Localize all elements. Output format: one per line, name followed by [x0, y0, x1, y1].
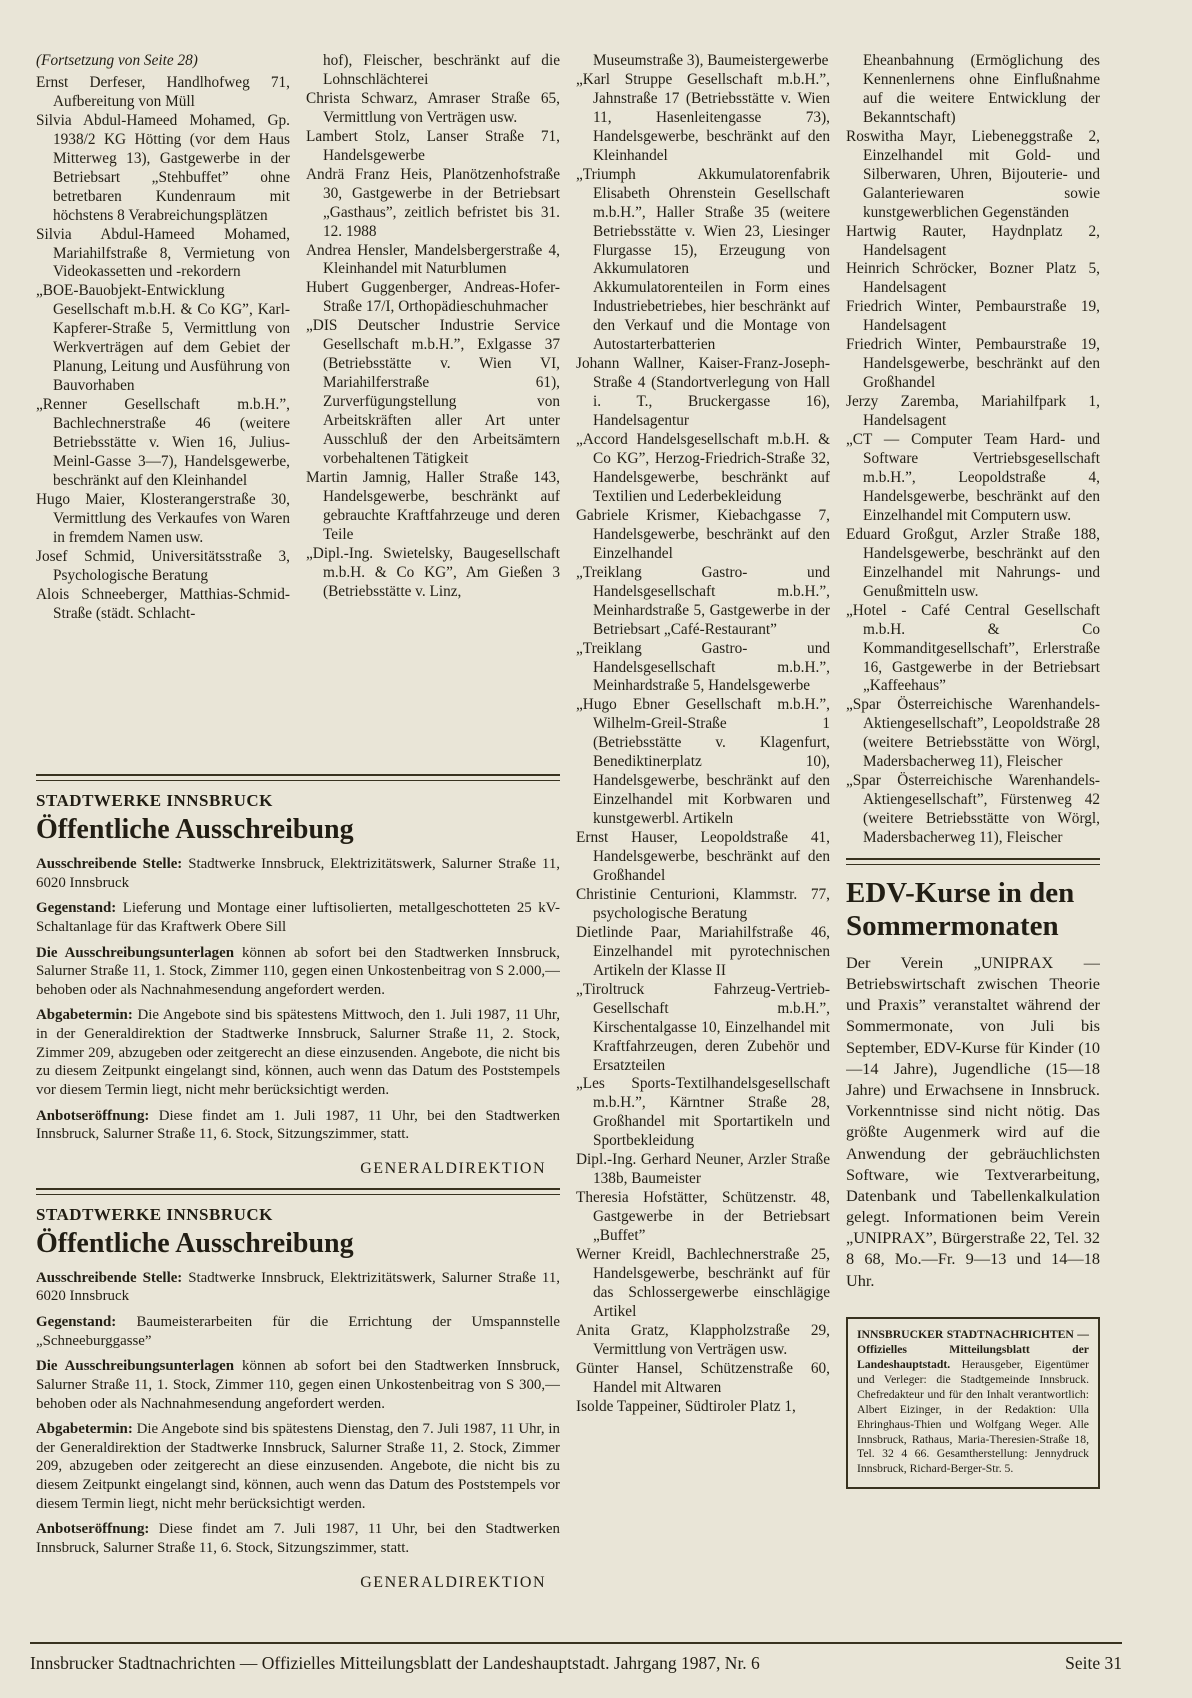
imprint-text: Herausgeber, Eigentümer und Verleger: die Stadtgemeinde Innsbruck. Chefredakteur und für den Inhalt verantwortlich: Albert Eizinger, in der Redaktion: Ulla Ehringhaus-Thien und Wolfgang Weger. Alle Innsbruck, Rathaus, Maria-Theresien-Straße 18, Tel. 32 4 66. Gesamtherstellung: Jennydruck Innsbruck, Richard-Berger-Str. 5. [857, 1357, 1089, 1476]
directory-entry: Lambert Stolz, Lanser Straße 71, Handelsgewerbe [306, 127, 560, 164]
column-4 [846, 52, 1100, 1618]
tender-signoff: GENERALDIREKTION [360, 1159, 546, 1177]
directory-entry: Alois Schneeberger, Matthias-Schmid-Straße (städt. Schlacht- [36, 585, 290, 622]
directory-column-4 [846, 52, 1100, 848]
directory-entry: Museumstraße 3), Baumeistergewerbe [593, 52, 829, 69]
directory-entry: Christa Schwarz, Amraser Straße 65, Vermittlung von Verträgen usw. [306, 89, 560, 126]
tender-title: Öffentliche Ausschreibung [36, 814, 354, 845]
tender-paragraph: Abgabetermin: Die Angebote sind bis spätestens Mittwoch, den 1. Juli 1987, 11 Uhr, in der Generaldirektion der Stadtwerke Innsbruck, Salurner Straße 11, 2. Stock, Zimmer 209, abzugeben oder zeitgerecht an diese einzusenden. Angebote, die nicht bis zu diesem Zeitpunkt eingelangt sind, können, auch wenn das Datum des Poststempels vor diesem Termin liegt, nicht mehr berücksichtigt werden. [36, 1007, 560, 1098]
tender-paragraph-lead: Anbotseröffnung: [36, 1521, 150, 1538]
directory-entry: Anita Gratz, Klappholzstraße 29, Vermittlung von Verträgen usw. [576, 1321, 830, 1358]
tender-paragraph: Die Ausschreibungsunterlagen können ab sofort bei den Stadtwerken Innsbruck, Salurner Straße 11, 1. Stock, Zimmer 110, gegen einen Unkostenbeitrag von S 300,— behoben oder als Nachnahmesendung angefordert werden. [36, 1358, 560, 1412]
directory-entry: „Accord Handelsgesellschaft m.b.H. & Co KG”, Herzog-Friedrich-Straße 32, Handelsgewerbe, beschränkt auf Textilien und Lederbekleidung [576, 431, 830, 505]
directory-entry: Werner Kreidl, Bachlechnerstraße 25, Handelsgewerbe, beschränkt auf für das Schlossergewerbe einschlägige Artikel [576, 1246, 830, 1320]
tender-paragraph-lead: Die Ausschreibungsunterlagen [36, 1358, 235, 1375]
tender-paragraph-lead: Die Ausschreibungsunterlagen [36, 944, 235, 961]
directory-column-2 [306, 52, 560, 764]
directory-entry: Eheanbahnung (Ermöglichung des Kennenlernens ohne Einflußnahme auf die weitere Entwicklung der Bekanntschaft) [863, 52, 1100, 126]
directory-entry: Andrä Franz Heis, Planötzenhofstraße 30, Gastgewerbe in der Betriebsart „Gasthaus”, zeitlich befristet bis 31. 12. 1988 [306, 165, 560, 240]
directory-entry: Friedrich Winter, Pembaurstraße 19, Handelsagent [846, 298, 1100, 335]
directory-entry: Gabriele Krismer, Kiebachgasse 7, Handelsgewerbe, beschränkt auf den Einzelhandel [576, 506, 830, 562]
tender-paragraph: Anbotseröffnung: Diese findet am 1. Juli 1987, 11 Uhr, bei den Stadtwerken Innsbruck, Salurner Straße 11, 6. Stock, Sitzungszimmer, statt. [36, 1107, 560, 1143]
edv-article [846, 877, 1100, 1291]
directory-entry: Günter Hansel, Schützenstraße 60, Handel mit Altwaren [576, 1359, 830, 1396]
directory-entry: „Les Sports-Textilhandelsgesellschaft m.b.H.”, Kärntner Straße 28, Großhandel mit Sportartikeln und Sportbekleidung [576, 1075, 830, 1150]
directory-entry: „Dipl.-Ing. Swietelsky, Baugesellschaft m.b.H. & Co KG”, Am Gießen 3 (Betriebsstätte v. Linz, [306, 544, 560, 600]
tender-eyebrow: STADTWERKE INNSBRUCK [36, 1204, 273, 1224]
tender-paragraph-lead: Abgabetermin: [36, 1421, 133, 1438]
directory-entry: „CT — Computer Team Hard- und Software Vertriebsgesellschaft m.b.H.”, Leopoldstraße 4, Handelsgewerbe, beschränkt auf den Einzelhandel mit Computern usw. [846, 431, 1100, 524]
tender-paragraph: Die Ausschreibungsunterlagen können ab sofort bei den Stadtwerken Innsbruck, Salurner Straße 11, 1. Stock, Zimmer 110, gegen einen Unkostenbeitrag von S 2.000,— behoben oder als Nachnahmesendung angefordert werden. [36, 944, 560, 998]
directory-entry: Theresia Hofstätter, Schützenstr. 48, Gastgewerbe in der Betriebsart „Buffet” [576, 1189, 830, 1245]
directory-entry: „BOE-Bauobjekt-Entwicklung Gesellschaft m.b.H. & Co KG”, Karl-Kapferer-Straße 5, Vermittlung von Werkverträgen auf dem Gebiet der Planung, Leitung und Ausführung von Bauvorhaben [36, 282, 290, 395]
page-footer [30, 1642, 1122, 1674]
directory-entry: Andrea Hensler, Mandelsbergerstraße 4, Kleinhandel mit Naturblumen [306, 241, 560, 278]
footer-publication-line: Innsbrucker Stadtnachrichten — Offizielles Mitteilungsblatt der Landeshauptstadt. Jahrgang 1987, Nr. 6 [30, 1653, 760, 1673]
directory-entry: Roswitha Mayr, Liebeneggstraße 2, Einzelhandel mit Gold- und Silberwaren, Uhren, Bijouterie- und Galanteriewaren sowie kunstgewerblichen Gegenständen [846, 127, 1100, 221]
tender-paragraph-lead: Gegenstand: [36, 900, 117, 917]
tender-paragraph: Abgabetermin: Die Angebote sind bis spätestens Dienstag, den 7. Juli 1987, 11 Uhr, in der Generaldirektion der Stadtwerke Innsbruck, Salurner Straße 11, 2. Stock, Zimmer 209, abzugeben oder zeitgerecht an diese einzusenden. Angebote, die nicht bis zu diesem Zeitpunkt eingelangt sind, können, auch wenn das Datum des Poststempels vor diesem Termin liegt, nicht mehr berücksichtigt werden. [36, 1421, 560, 1512]
tender-paragraph-lead: Abgabetermin: [36, 1007, 133, 1024]
directory-entry: „Treiklang Gastro- und Handelsgesellschaft m.b.H.”, Meinhardstraße 5, Handelsgewerbe [576, 639, 830, 695]
directory-entry: „Hugo Ebner Gesellschaft m.b.H.”, Wilhelm-Greil-Straße 1 (Betriebsstätte v. Klagenfurt, Benediktinerplatz 10), Handelsgewerbe, beschränkt auf den Einzelhandel mit Korbwaren und kunstgewerbl. Artikeln [576, 696, 830, 828]
article-headline: EDV-Kurse in den Sommermonaten [846, 877, 1075, 942]
directory-left-columns [36, 52, 560, 764]
directory-entry: Josef Schmid, Universitätsstraße 3, Psychologische Beratung [36, 547, 290, 584]
directory-column-3 [576, 52, 830, 1618]
tender-notice-2 [36, 1205, 560, 1592]
directory-entry: Isolde Tappeiner, Südtiroler Platz 1, [576, 1397, 796, 1415]
directory-entry: „Treiklang Gastro- und Handelsgesellschaft m.b.H.”, Meinhardstraße 5, Gastgewerbe in der Betriebsart „Café-Restaurant” [576, 563, 830, 638]
tender-paragraph-lead: Anbotseröffnung: [36, 1107, 150, 1124]
directory-entry: „Hotel - Café Central Gesellschaft m.b.H. & Co Kommanditgesellschaft”, Erlerstraße 16, Gastgewerbe in der Betriebsart „Kaffeehaus” [846, 601, 1100, 695]
double-rule [36, 1188, 560, 1195]
directory-entry: „Spar Österreichische Warenhandels-Aktiengesellschaft”, Leopoldstraße 28 (weitere Betriebsstätte von Wörgl, Madersbacherweg 11), Fleischer [846, 696, 1100, 771]
directory-entry: Jerzy Zaremba, Mariahilfpark 1, Handelsagent [846, 393, 1100, 430]
continuation-note: (Fortsetzung von Seite 28) [36, 52, 198, 69]
directory-entry: Ernst Hauser, Leopoldstraße 41, Handelsgewerbe, beschränkt auf den Großhandel [576, 829, 830, 884]
directory-entry: Hugo Maier, Klosterangerstraße 30, Vermittlung des Verkaufes von Waren in fremdem Namen usw. [36, 490, 290, 546]
directory-entry: „Spar Österreichische Warenhandels-Aktiengesellschaft”, Fürstenweg 42 (weitere Betriebsstätte von Wörgl, Madersbacherweg 11), Fleischer [846, 772, 1100, 847]
directory-list-1 [36, 74, 290, 624]
imprint-masthead: INNSBRUCKER STADTNACHRICHTEN — Offizielles Mitteilungsblatt der Landeshauptstadt. [857, 1327, 1089, 1371]
directory-entry: Friedrich Winter, Pembaurstraße 19, Handelsgewerbe, beschränkt auf den Großhandel [846, 336, 1100, 392]
tender-paragraph-lead: Gegenstand: [36, 1314, 117, 1330]
tender-paragraph: Gegenstand: Baumeisterarbeiten für die Errichtung der Umspannstelle „Schneeburggasse” [36, 1314, 560, 1349]
tender-paragraph-lead: Ausschreibende Stelle: [36, 1269, 183, 1286]
tender-paragraph: Anbotseröffnung: Diese findet am 7. Juli 1987, 11 Uhr, bei den Stadtwerken Innsbruck, Salurner Straße 11, 6. Stock, Sitzungszimmer, statt. [36, 1521, 560, 1556]
tender-notice-1 [36, 791, 560, 1178]
directory-entry: „Renner Gesellschaft m.b.H.”, Bachlechnerstraße 46 (weitere Betriebsstätte v. Wien 16, Julius-Meinl-Gasse 3—7), Handelsgewerbe, beschränkt auf den Kleinhandel [36, 396, 290, 489]
column-group-left [36, 52, 560, 1618]
tender-paragraph: Ausschreibende Stelle: Stadtwerke Innsbruck, Elektrizitätswerk, Salurner Straße 11, 6020 Innsbruck [36, 856, 560, 891]
directory-entry: „Karl Struppe Gesellschaft m.b.H.”, Jahnstraße 17 (Betriebsstätte v. Wien 11, Hasenleitengasse 73), Handelsgewerbe, beschränkt auf den Kleinhandel [576, 70, 830, 164]
directory-entry: Hartwig Rauter, Haydnplatz 2, Handelsagent [846, 222, 1100, 259]
footer-rule [30, 1642, 1122, 1644]
tender-paragraph: Gegenstand: Lieferung und Montage einer luftisolierten, metallgeschotteten 25 kV-Schaltanlage für das Kraftwerk Obere Sill [36, 900, 560, 935]
directory-entry: Ernst Derfeser, Handlhofweg 71, Aufbereitung von Müll [36, 73, 290, 110]
directory-entry: Heinrich Schröcker, Bozner Platz 5, Handelsagent [846, 260, 1100, 297]
directory-entry: Silvia Abdul-Hameed Mohamed, Mariahilfstraße 8, Vermietung von Videokassetten und -rekordern [36, 225, 290, 281]
directory-entry: Eduard Großgut, Arzler Straße 188, Handelsgewerbe, beschränkt auf den Einzelhandel mit Nahrungs- und Genußmitteln usw. [846, 525, 1100, 600]
directory-entry: „Tiroltruck Fahrzeug-Vertrieb-Gesellschaft m.b.H.”, Kirschentalgasse 10, Einzelhandel mit Kraftfahrzeugen, deren Zubehör und Ersatzteilen [576, 980, 830, 1074]
tender-paragraph-lead: Ausschreibende Stelle: [36, 856, 183, 872]
tender-signoff: GENERALDIREKTION [360, 1573, 546, 1591]
directory-entry: „DIS Deutscher Industrie Service Gesellschaft m.b.H.”, Exlgasse 37 (Betriebsstätte v. Wien VI, Mariahilferstraße 61), Zurverfügungstellung von Arbeitskräften aller Art unter Ausschluß der den Arbeitsämtern vorbehaltenen Tätigkeit [306, 317, 560, 468]
tender-title: Öffentliche Ausschreibung [36, 1227, 354, 1259]
double-rule [846, 858, 1100, 865]
directory-entry: „Triumph Akkumulatorenfabrik Elisabeth Ohrenstein Gesellschaft m.b.H.”, Haller Straße 35 (weitere Betriebsstätte v. Wien 23, Liesinger Flurgasse 15), Erzeugung von Akkumulatoren und Akkumulatorenteilen in Form eines Industriebetriebes, hier beschränkt auf den Verkauf und die Montage von Autostarterbatterien [576, 165, 830, 354]
directory-entry: Christinie Centurioni, Klammstr. 77, psychologische Beratung [576, 885, 830, 922]
directory-entry: Silvia Abdul-Hameed Mohamed, Gp. 1938/2 KG Hötting (vor dem Haus Mitterweg 13), Gastgewerbe in der Betriebsart „Stehbuffet” ohne betretbaren Kundenraum mit höchstens 8 Verabreichungsplätzen [36, 111, 290, 224]
directory-entry: Hubert Guggenberger, Andreas-Hofer-Straße 17/I, Orthopädieschuhmacher [306, 279, 560, 316]
tender-body [36, 855, 560, 1144]
directory-entry: Dipl.-Ing. Gerhard Neuner, Arzler Straße 138b, Baumeister [576, 1151, 830, 1188]
page-columns [36, 52, 1100, 1618]
tender-paragraph: Ausschreibende Stelle: Stadtwerke Innsbruck, Elektrizitätswerk, Salurner Straße 11, 6020 Innsbruck [36, 1269, 560, 1305]
article-body: Der Verein „UNIPRAX — Betriebswirtschaft zwischen Theorie und Praxis” veranstaltet während der Sommermonate, von Juli bis September, EDV-Kurse für Kinder (10—14 Jahre), Jugendliche (15—18 Jahre) und Erwachsene in Innsbruck. Vorkenntnisse sind nicht nötig. Das größte Augenmerk wird auf die Anwendung der gebräuchlichsten Software, wie Textverarbeitung, Datenbank und Tabellenkalkulation gelegt. Informationen beim Verein „UNIPRAX”, Bürgerstraße 22, Tel. 32 8 68, Mo.—Fr. 9—13 und 14—18 Uhr. [846, 952, 1100, 1290]
directory-entry: Martin Jamnig, Haller Straße 143, Handelsgewerbe, beschränkt auf gebrauchte Kraftfahrzeuge und deren Teile [306, 468, 560, 543]
imprint-box [846, 1317, 1100, 1490]
double-rule [36, 774, 560, 781]
directory-entry: Dietlinde Paar, Mariahilfstraße 46, Einzelhandel mit pyrotechnischen Artikeln der Klasse II [576, 923, 830, 979]
directory-entry: hof), Fleischer, beschränkt auf die Lohnschlächterei [323, 52, 560, 88]
tender-body [36, 1269, 560, 1558]
tender-eyebrow: STADTWERKE INNSBRUCK [36, 791, 273, 810]
footer-page-number: Seite 31 [1065, 1653, 1122, 1673]
directory-entry: Johann Wallner, Kaiser-Franz-Joseph-Straße 4 (Standortverlegung von Hall i. T., Bruckergasse 16), Handelsagentur [576, 355, 830, 430]
directory-column-1 [36, 52, 290, 764]
